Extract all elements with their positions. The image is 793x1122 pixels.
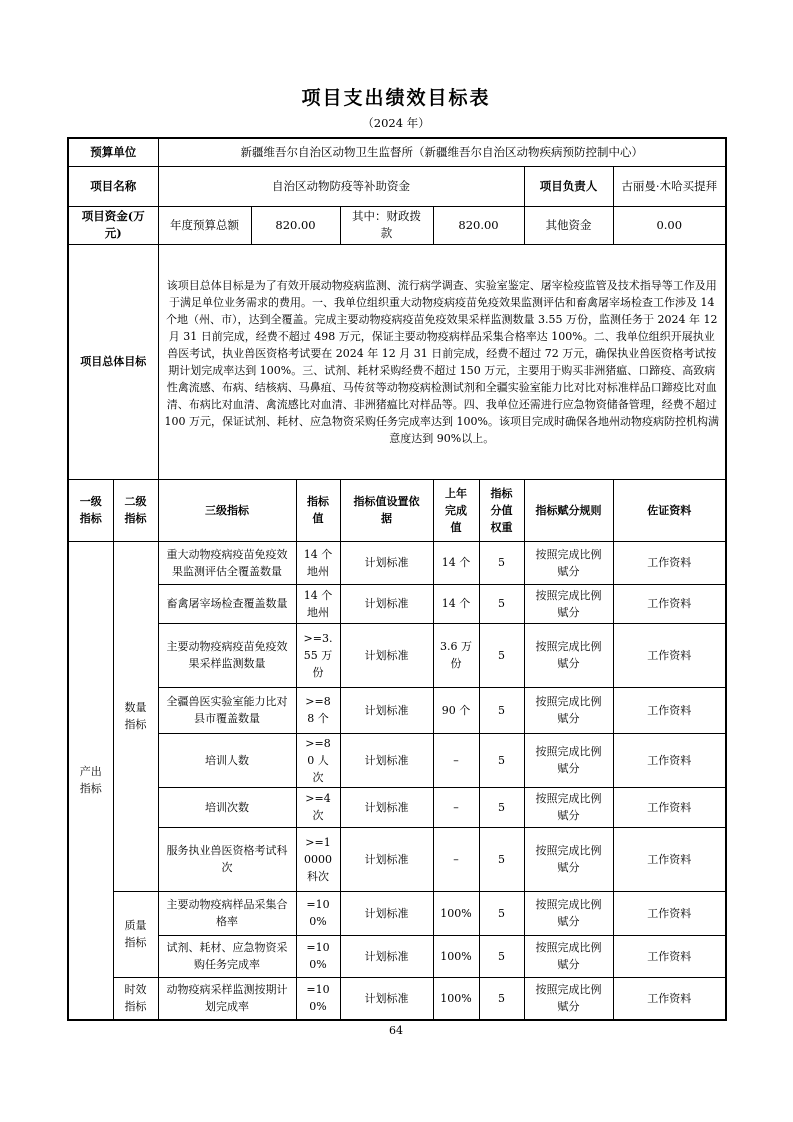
header-evidence: 佐证资料 [613, 479, 726, 541]
basis-cell: 计划标准 [340, 584, 433, 623]
project-name-label: 项目名称 [68, 166, 158, 206]
page-number: 64 [389, 1024, 403, 1037]
value-cell: >=4 次 [296, 787, 340, 827]
prev-year-cell: 90 个 [433, 687, 479, 733]
prev-year-cell: 14 个 [433, 541, 479, 584]
table-row [68, 623, 726, 687]
level2-indicator-cell: 质量指标 [113, 891, 158, 977]
header-indicator-value: 指标值 [296, 479, 340, 541]
value-cell: =100% [296, 891, 340, 935]
performance-target-table [67, 137, 727, 1021]
indicator-cell: 畜禽屠宰场检查覆盖数量 [158, 584, 296, 623]
rule-cell: 按照完成比例赋分 [524, 935, 613, 977]
weight-cell: 5 [479, 733, 524, 787]
weight-cell: 5 [479, 787, 524, 827]
rule-cell: 按照完成比例赋分 [524, 733, 613, 787]
weight-cell: 5 [479, 623, 524, 687]
weight-cell: 5 [479, 891, 524, 935]
level1-indicator-cell: 产出指标 [68, 541, 113, 1020]
evidence-cell: 工作资料 [613, 935, 726, 977]
overall-goal-label: 项目总体目标 [68, 244, 158, 479]
header-prev-year-value: 上年完成值 [433, 479, 479, 541]
evidence-cell: 工作资料 [613, 733, 726, 787]
project-name-value: 自治区动物防疫等补助资金 [158, 166, 524, 206]
prev-year-cell: 3.6 万份 [433, 623, 479, 687]
header-level1-indicator: 一级指标 [68, 479, 113, 541]
evidence-cell: 工作资料 [613, 584, 726, 623]
budget-unit-label: 预算单位 [68, 138, 158, 166]
weight-cell: 5 [479, 687, 524, 733]
rule-cell: 按照完成比例赋分 [524, 787, 613, 827]
level2-indicator-cell: 时效指标 [113, 977, 158, 1020]
indicator-cell: 全疆兽医实验室能力比对县市覆盖数量 [158, 687, 296, 733]
annual-budget-value: 820.00 [251, 206, 340, 244]
table-row [68, 687, 726, 733]
basis-cell: 计划标准 [340, 733, 433, 787]
indicator-cell: 试剂、耗材、应急物资采购任务完成率 [158, 935, 296, 977]
page-subtitle: （2024 年） [362, 116, 430, 130]
evidence-cell: 工作资料 [613, 623, 726, 687]
rule-cell: 按照完成比例赋分 [524, 827, 613, 891]
project-funds-label: 项目资金(万元) [68, 206, 158, 244]
rule-cell: 按照完成比例赋分 [524, 584, 613, 623]
evidence-cell: 工作资料 [613, 541, 726, 584]
indicator-cell: 培训人数 [158, 733, 296, 787]
project-leader-value: 古丽曼·木哈买提拜 [613, 166, 726, 206]
value-cell: 14 个地州 [296, 584, 340, 623]
page-title: 项目支出绩效目标表 [301, 87, 491, 109]
other-funds-value: 0.00 [613, 206, 726, 244]
indicator-cell: 主要动物疫病样品采集合格率 [158, 891, 296, 935]
fiscal-allocation-value: 820.00 [433, 206, 524, 244]
table-row [68, 827, 726, 891]
evidence-cell: 工作资料 [613, 827, 726, 891]
table-row [68, 787, 726, 827]
rule-cell: 按照完成比例赋分 [524, 623, 613, 687]
table-row [68, 584, 726, 623]
weight-cell: 5 [479, 935, 524, 977]
evidence-cell: 工作资料 [613, 687, 726, 733]
prev-year-cell: – [433, 787, 479, 827]
indicator-cell: 主要动物疫病疫苗免疫效果采样监测数量 [158, 623, 296, 687]
budget-unit-value: 新疆维吾尔自治区动物卫生监督所（新疆维吾尔自治区动物疾病预防控制中心） [158, 138, 726, 166]
prev-year-cell: – [433, 827, 479, 891]
rule-cell: 按照完成比例赋分 [524, 687, 613, 733]
overall-goal-text: 该项目总体目标是为了有效开展动物疫病监测、流行病学调查、实验室鉴定、屠宰检疫监管及技术指导等工作及用于满足单位业务需求的费用。一、我单位组织重大动物疫病疫苗免疫效果监测评估和畜禽屠宰场检查工作涉及 14 个地（州、市），达到全覆盖。完成主要动物疫病疫苗免疫效果采样监测数量 3.55 万份，监测任务于 2024 年 12 月 31 日前完成，经费不超过 498 万元，保证主要动物疫病样品采集合格率达 100%。二、我单位组织开展执业兽医考试，执业兽医资格考试要在 2024 年 12 月 31 日前完成，经费不超过 72 万元，确保执业兽医资格考试按期计划完成率达到 100%。三、试剂、耗材采购经费不超过 150 万元，主要用于购买非洲猪瘟、口蹄疫、高致病性禽流感、布病、结核病、马鼻疽、马传贫等动物疫病检测试剂和全疆实验室能力比对比对标准样品口蹄疫比对血清、布病比对血清、禽流感比对血清、非洲猪瘟比对样品等。四、我单位还需进行应急物资储备管理，经费不超过 100 万元，保证试剂、耗材、应急物资采购任务完成率达到 100%。该项目完成时确保各地州动物疫病防控机构满意度达到 90%以上。 [158, 244, 726, 479]
value-cell: >=88 个 [296, 687, 340, 733]
rule-cell: 按照完成比例赋分 [524, 977, 613, 1020]
indicator-cell: 培训次数 [158, 787, 296, 827]
prev-year-cell: – [433, 733, 479, 787]
basis-cell: 计划标准 [340, 977, 433, 1020]
evidence-cell: 工作资料 [613, 787, 726, 827]
fiscal-allocation-label: 其中：财政拨款 [340, 206, 433, 244]
level2-indicator-cell: 数量指标 [113, 541, 158, 891]
evidence-cell: 工作资料 [613, 977, 726, 1020]
prev-year-cell: 100% [433, 935, 479, 977]
header-level2-indicator: 二级指标 [113, 479, 158, 541]
weight-cell: 5 [479, 977, 524, 1020]
table-row [68, 541, 726, 584]
basis-cell: 计划标准 [340, 827, 433, 891]
indicator-cell: 动物疫病采样监测按期计划完成率 [158, 977, 296, 1020]
basis-cell: 计划标准 [340, 935, 433, 977]
table-row [68, 733, 726, 787]
value-cell: >=10000 科次 [296, 827, 340, 891]
value-cell: =100% [296, 977, 340, 1020]
prev-year-cell: 100% [433, 891, 479, 935]
project-leader-label: 项目负责人 [524, 166, 613, 206]
basis-cell: 计划标准 [340, 891, 433, 935]
weight-cell: 5 [479, 584, 524, 623]
basis-cell: 计划标准 [340, 541, 433, 584]
evidence-cell: 工作资料 [613, 891, 726, 935]
document-page [67, 0, 725, 1037]
value-cell: >=3.55 万份 [296, 623, 340, 687]
prev-year-cell: 100% [433, 977, 479, 1020]
weight-cell: 5 [479, 541, 524, 584]
rule-cell: 按照完成比例赋分 [524, 541, 613, 584]
weight-cell: 5 [479, 827, 524, 891]
rule-cell: 按照完成比例赋分 [524, 891, 613, 935]
basis-cell: 计划标准 [340, 623, 433, 687]
table-row [68, 935, 726, 977]
annual-budget-label: 年度预算总额 [158, 206, 251, 244]
prev-year-cell: 14 个 [433, 584, 479, 623]
header-score-weight: 指标分值权重 [479, 479, 524, 541]
value-cell: 14 个地州 [296, 541, 340, 584]
indicator-cell: 服务执业兽医资格考试科次 [158, 827, 296, 891]
value-cell: =100% [296, 935, 340, 977]
header-level3-indicator: 三级指标 [158, 479, 296, 541]
table-row [68, 891, 726, 935]
other-funds-label: 其他资金 [524, 206, 613, 244]
table-row [68, 977, 726, 1020]
header-value-basis: 指标值设置依据 [340, 479, 433, 541]
header-scoring-rule: 指标赋分规则 [524, 479, 613, 541]
basis-cell: 计划标准 [340, 687, 433, 733]
indicator-cell: 重大动物疫病疫苗免疫效果监测评估全覆盖数量 [158, 541, 296, 584]
basis-cell: 计划标准 [340, 787, 433, 827]
value-cell: >=80 人次 [296, 733, 340, 787]
